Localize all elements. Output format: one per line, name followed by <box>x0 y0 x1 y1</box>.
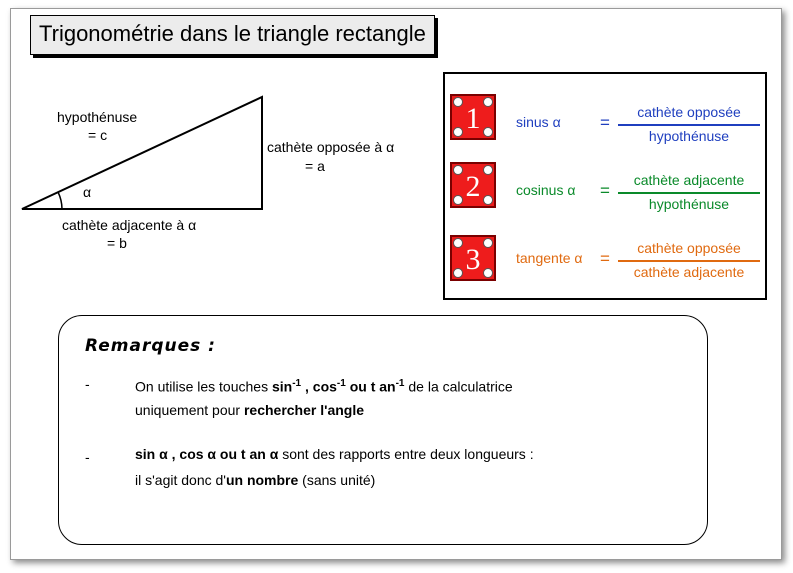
text: On utilise les touches <box>135 378 272 395</box>
fraction-denominator: hypothénuse <box>648 128 730 144</box>
sin-key: sin <box>271 378 293 395</box>
fraction-denominator: hypothénuse <box>648 196 730 212</box>
adjacent-label: cathète adjacente à α <box>62 217 197 233</box>
fraction-denominator: cathète adjacente <box>633 264 745 280</box>
badge-number: 3 <box>465 243 481 276</box>
sinus-label: sinus α <box>516 114 561 130</box>
emphasis: un nombre <box>225 472 299 488</box>
badge-2 <box>450 162 496 208</box>
bullet-dash: - <box>85 449 90 465</box>
fraction-numerator: cathète opposée <box>637 240 741 256</box>
angle-arc <box>58 192 62 209</box>
opposite-eq: = a <box>305 158 325 174</box>
inverse-exponent: -1 <box>336 378 346 389</box>
remark-2-line-2 <box>135 467 375 493</box>
opposite-label: cathète opposée à α <box>267 139 395 155</box>
inverse-exponent: -1 <box>395 378 405 389</box>
fraction-numerator: cathète opposée <box>637 104 741 120</box>
text: il s'agit donc d' <box>135 472 226 488</box>
flower-icon <box>453 97 463 107</box>
separator: , <box>301 378 313 395</box>
flower-icon <box>453 238 463 248</box>
remarks-box <box>58 315 708 545</box>
equals-sign: = <box>600 113 610 132</box>
text: (sans unité) <box>298 472 376 488</box>
page-title: Trigonométrie dans le triangle rectangle <box>30 15 435 55</box>
remark-1-line-1 <box>135 371 513 400</box>
badge-1 <box>450 94 496 140</box>
cos-alpha: cos α <box>179 446 217 462</box>
text: uniquement pour <box>135 402 244 418</box>
fraction-numerator: cathète adjacente <box>633 172 745 188</box>
flower-icon <box>453 195 463 205</box>
fraction-bar <box>618 192 760 194</box>
flower-icon <box>483 195 493 205</box>
fraction-bar <box>618 124 760 126</box>
fraction-bar <box>618 260 760 262</box>
remark-1-line-2 <box>135 397 364 423</box>
tan-alpha: t an α <box>240 446 279 462</box>
sin-alpha: sin α <box>135 446 168 462</box>
equals-sign: = <box>600 181 610 200</box>
text: sont des rapports entre deux longueurs : <box>278 446 534 462</box>
cosinus-fraction <box>618 172 760 213</box>
equals-sign: = <box>600 249 610 268</box>
remark-2-line-1 <box>135 441 534 467</box>
flower-icon <box>483 127 493 137</box>
hypotenuse-label: hypothénuse <box>57 109 138 125</box>
tangente-label: tangente α <box>516 250 583 266</box>
flower-icon <box>483 238 493 248</box>
sinus-fraction <box>618 104 760 145</box>
flower-icon <box>453 268 463 278</box>
adjacent-eq: = b <box>107 235 127 251</box>
or-word: ou <box>345 378 371 395</box>
badge-3 <box>450 235 496 281</box>
inverse-exponent: -1 <box>292 378 302 389</box>
text: de la calculatrice <box>404 378 513 395</box>
flower-icon <box>483 165 493 175</box>
remarks-title: Remarques : <box>85 336 216 356</box>
flower-icon <box>453 127 463 137</box>
badge-number: 1 <box>465 102 481 135</box>
angle-label: α <box>83 184 92 200</box>
flower-icon <box>483 268 493 278</box>
flower-icon <box>453 165 463 175</box>
or-word: ou <box>216 446 241 462</box>
bullet-dash: - <box>85 376 90 392</box>
badge-number: 2 <box>465 170 481 203</box>
emphasis: rechercher l'angle <box>243 402 365 418</box>
tan-key: t an <box>370 378 396 395</box>
flower-icon <box>483 97 493 107</box>
cos-key: cos <box>312 378 337 395</box>
tangente-fraction <box>618 240 760 281</box>
cosinus-label: cosinus α <box>516 182 576 198</box>
hypotenuse-eq: = c <box>88 127 108 143</box>
separator: , <box>167 446 180 462</box>
